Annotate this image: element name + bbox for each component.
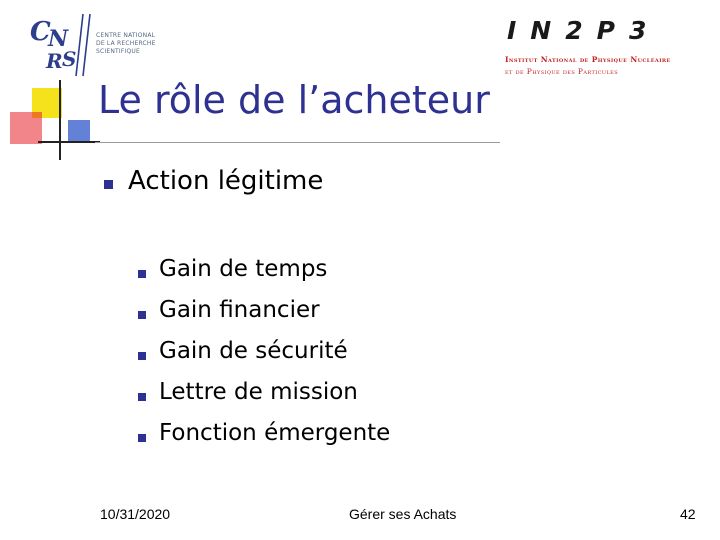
bullet-square-icon bbox=[138, 270, 146, 278]
in2p3-logo bbox=[505, 14, 710, 80]
bullet-square-icon bbox=[138, 393, 146, 401]
cnrs-emblem-icon bbox=[28, 10, 98, 80]
in2p3-full-name bbox=[505, 54, 710, 78]
cnrs-logo bbox=[28, 10, 178, 80]
in2p3-line-2: et de Physique des Particules bbox=[505, 67, 619, 76]
sub-bullet-text: Gain de temps bbox=[159, 256, 328, 282]
bullet-square-icon bbox=[138, 311, 146, 319]
footer-title: Gérer ses Achats bbox=[349, 506, 457, 522]
in2p3-wordmark-icon bbox=[505, 14, 705, 44]
svg-text:C: C bbox=[30, 17, 51, 47]
footer-date: 10/31/2020 bbox=[100, 506, 171, 522]
sub-bullet-text: Gain de sécurité bbox=[159, 338, 348, 364]
svg-text:N: N bbox=[48, 26, 69, 52]
in2p3-line-1: Institut National de Physique Nucléaire bbox=[505, 55, 671, 64]
cnrs-line-1: CENTRE NATIONAL bbox=[96, 32, 156, 39]
cnrs-name bbox=[96, 32, 186, 56]
slide-number: 42 bbox=[680, 506, 696, 522]
bullet-square-icon bbox=[138, 434, 146, 442]
sub-bullet-text: Lettre de mission bbox=[159, 379, 358, 405]
slide-title: Le rôle de l’acheteur bbox=[98, 78, 490, 122]
title-underline bbox=[95, 142, 500, 143]
bullet-square-icon bbox=[138, 352, 146, 360]
svg-text:R: R bbox=[46, 49, 63, 73]
bullet-square-icon bbox=[104, 180, 113, 189]
sub-bullet-text: Gain financier bbox=[159, 297, 320, 323]
sub-bullet-text: Fonction émergente bbox=[159, 420, 391, 446]
svg-text:S: S bbox=[62, 47, 77, 71]
cnrs-line-2: DE LA RECHERCHE bbox=[96, 40, 156, 47]
svg-text:IN2P3: IN2P3 bbox=[507, 16, 661, 44]
main-bullet-text: Action légitime bbox=[128, 166, 324, 196]
cnrs-line-3: SCIENTIFIQUE bbox=[96, 48, 141, 55]
